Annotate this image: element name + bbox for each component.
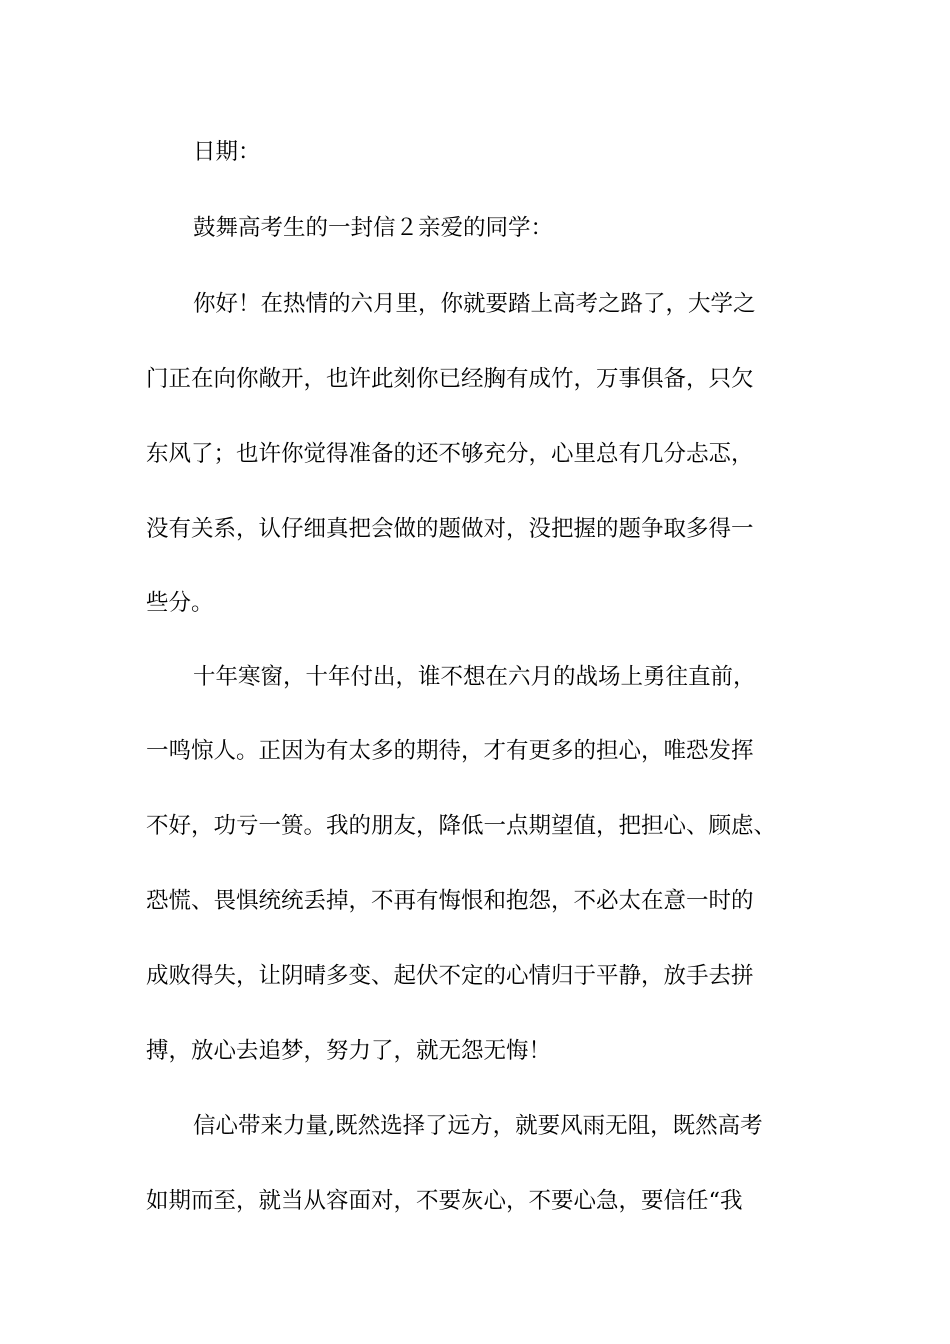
paragraph-2-line-3: 不好，功亏一篑。我的朋友，降低一点期望值，把担心、顾虑、 [146,813,777,839]
date-line: 日期： [193,139,261,165]
paragraph-1-line-1: 你好！在热情的六月里，你就要踏上高考之路了，大学之 [193,291,756,317]
paragraph-1-line-2: 门正在向你敞开，也许此刻你已经胸有成竹，万事俱备，只欠 [146,366,754,392]
paragraph-3-line-2: 如期而至，就当从容面对，不要灰心，不要心急，要信任“我 [146,1188,743,1214]
paragraph-2-line-2: 一鸣惊人。正因为有太多的期待，才有更多的担心，唯恐发挥 [146,738,754,764]
paragraph-1-line-5: 些分。 [146,590,214,616]
paragraph-1-line-3: 东风了；也许你觉得准备的还不够充分，心里总有几分忐忑， [146,441,754,467]
paragraph-1-line-4: 没有关系，认仔细真把会做的题做对，没把握的题争取多得一 [146,516,754,542]
letter-salutation: 鼓舞高考生的一封信２亲爱的同学： [193,215,554,241]
paragraph-2-line-6: 搏，放心去追梦，努力了，就无怨无悔！ [146,1038,552,1064]
paragraph-2-line-1: 十年寒窗，十年付出，谁不想在六月的战场上勇往直前， [193,664,756,690]
paragraph-2-line-4: 恐慌、畏惧统统丢掉，不再有悔恨和抱怨，不必太在意一时的 [146,888,754,914]
paragraph-2-line-5: 成败得失，让阴晴多变、起伏不定的心情归于平静，放手去拼 [146,963,754,989]
paragraph-3-line-1: 信心带来力量,既然选择了远方，就要风雨无阻，既然高考 [193,1113,763,1139]
